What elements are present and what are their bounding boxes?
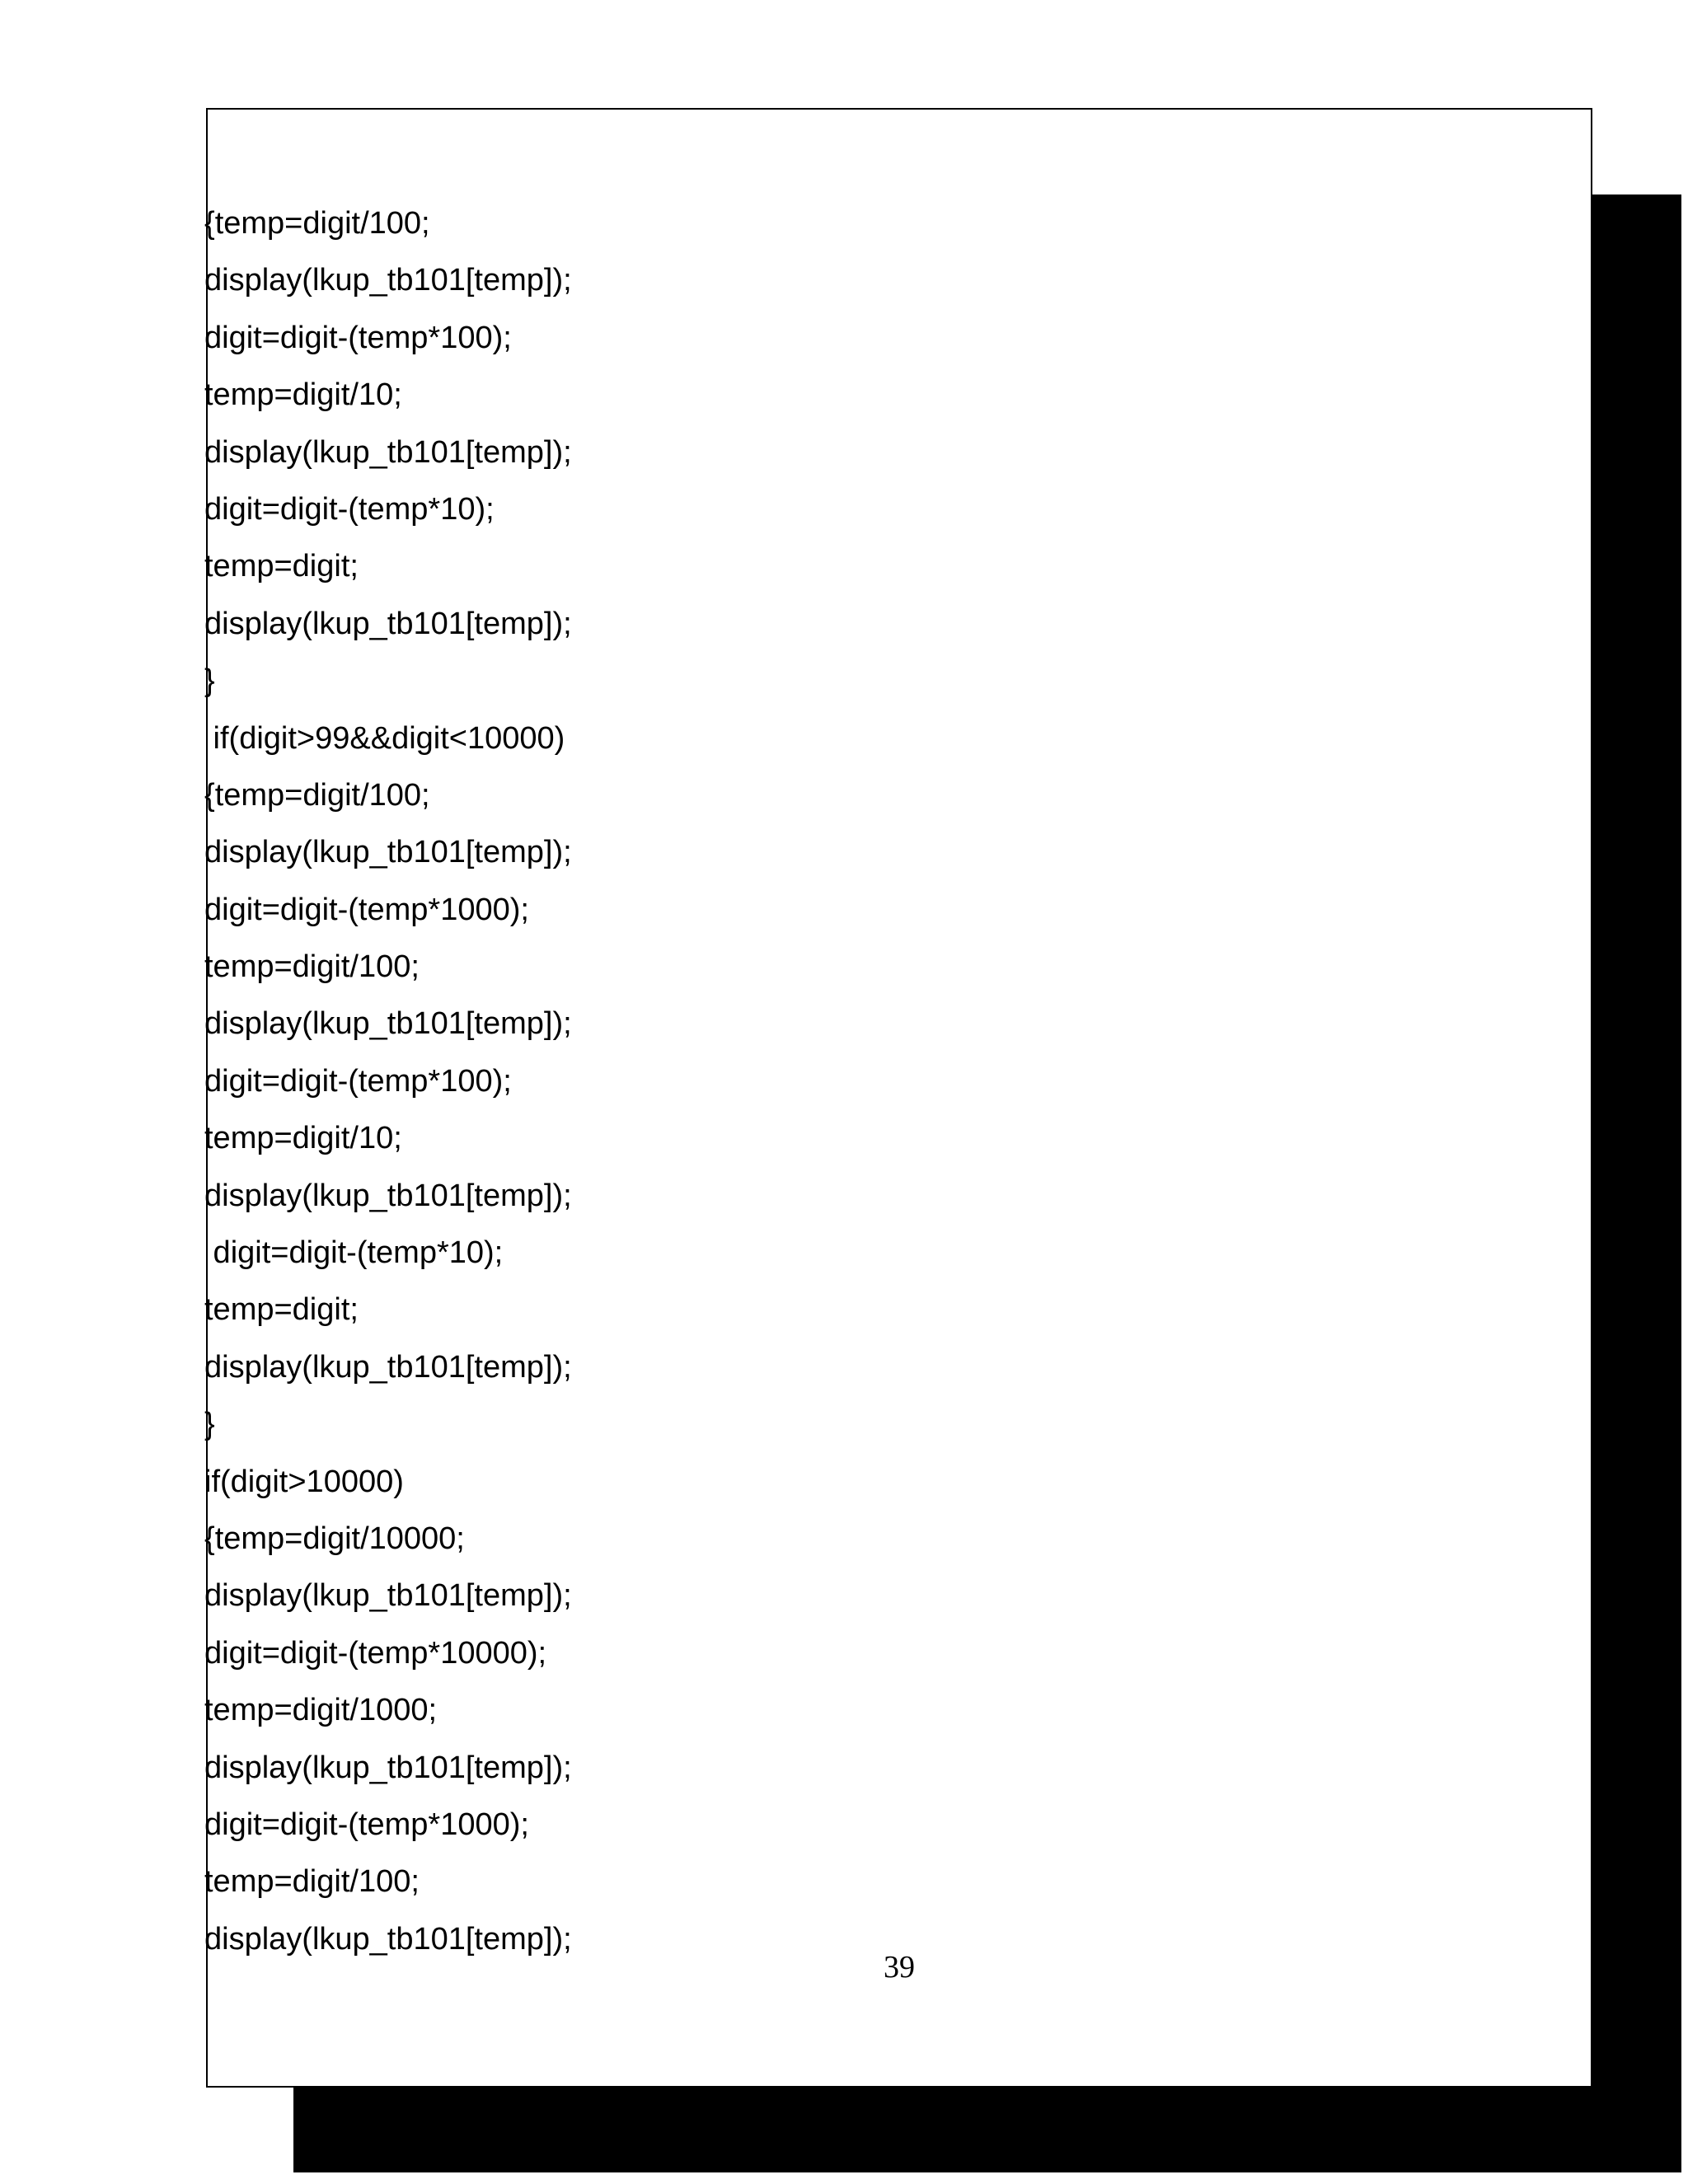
code-line: {temp=digit/100; xyxy=(204,777,430,813)
code-line: digit=digit-(temp*10000); xyxy=(204,1635,547,1671)
code-line: display(lkup_tb101[temp]); xyxy=(204,263,572,298)
code-line: display(lkup_tb101[temp]); xyxy=(204,1578,572,1614)
code-line: digit=digit-(temp*100); xyxy=(204,320,512,355)
code-line: temp=digit/10; xyxy=(204,377,402,413)
code-line: display(lkup_tb101[temp]); xyxy=(204,606,572,641)
code-line: {temp=digit/100; xyxy=(204,206,430,241)
code-line: display(lkup_tb101[temp]); xyxy=(204,835,572,870)
code-line: digit=digit-(temp*1000); xyxy=(204,1807,529,1842)
code-line: temp=digit/100; xyxy=(204,949,420,985)
code-line: temp=digit/100; xyxy=(204,1864,420,1900)
code-line: if(digit>99&&digit<10000) xyxy=(204,720,565,756)
code-line: display(lkup_tb101[temp]); xyxy=(204,1178,572,1213)
code-listing xyxy=(204,195,572,1968)
code-line: display(lkup_tb101[temp]); xyxy=(204,434,572,470)
code-line: temp=digit/10; xyxy=(204,1121,402,1156)
code-line: {temp=digit/10000; xyxy=(204,1521,465,1556)
code-line: digit=digit-(temp*10); xyxy=(204,1235,504,1271)
code-line: digit=digit-(temp*10); xyxy=(204,491,495,527)
code-line: temp=digit; xyxy=(204,1292,359,1328)
code-line: display(lkup_tb101[temp]); xyxy=(204,1750,572,1785)
code-line: digit=digit-(temp*100); xyxy=(204,1063,512,1099)
code-line: display(lkup_tb101[temp]); xyxy=(204,1349,572,1385)
document-page xyxy=(206,108,1592,2088)
code-line: temp=digit/1000; xyxy=(204,1693,438,1728)
code-line: } xyxy=(204,1407,215,1442)
page-number: 39 xyxy=(884,1950,915,1985)
code-line: if(digit>10000) xyxy=(204,1464,404,1499)
code-line: temp=digit; xyxy=(204,549,359,584)
code-line: digit=digit-(temp*1000); xyxy=(204,892,529,927)
code-line: display(lkup_tb101[temp]); xyxy=(204,1006,572,1042)
code-line: } xyxy=(204,663,215,699)
code-line: display(lkup_tb101[temp]); xyxy=(204,1921,572,1957)
